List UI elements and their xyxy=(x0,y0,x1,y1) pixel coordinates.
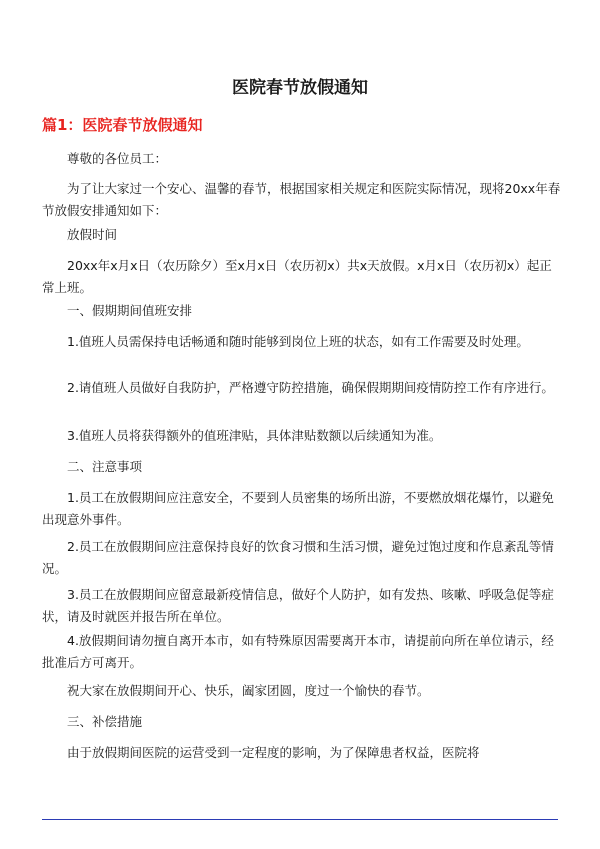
paragraph-section-two-heading: 二、注意事项 xyxy=(67,459,143,474)
paragraph-duty-1: 1.值班人员需保持电话畅通和随时能够到岗位上班的状态，如有工作需要及时处理。 xyxy=(67,334,529,349)
paragraph-duty-3: 3.值班人员将获得额外的值班津贴，具体津贴数额以后续通知为准。 xyxy=(67,428,442,443)
paragraph-holiday-time-label: 放假时间 xyxy=(67,227,118,242)
paragraph-section-one-heading: 一、假期期间值班安排 xyxy=(67,303,193,318)
paragraph-notice-4: 4.放假期间请勿擅自离开本市，如有特殊原因需要离开本市，请提前向所在单位请示，经批准后方可离开。 xyxy=(42,633,554,670)
paragraph-holiday-time: 20xx年x月x日（农历除夕）至x月x日（农历初x）共x天放假。x月x日（农历初x）起正常上班。 xyxy=(42,258,552,295)
paragraph-notice-3: 3.员工在放假期间应留意最新疫情信息，做好个人防护，如有发热、咳嗽、呼吸急促等症状，请及时就医并报告所在单位。 xyxy=(42,587,554,624)
paragraph-notice-1: 1.员工在放假期间应注意安全，不要到人员密集的场所出游，不要燃放烟花爆竹，以避免出现意外事件。 xyxy=(42,490,554,527)
paragraph-section-three-heading: 三、补偿措施 xyxy=(67,714,143,729)
paragraph-duty-2: 2.请值班人员做好自我防护，严格遵守防控措施，确保假期期间疫情防控工作有序进行。 xyxy=(67,380,554,395)
paragraph-wishes: 祝大家在放假期间开心、快乐，阖家团圆，度过一个愉快的春节。 xyxy=(67,683,430,698)
paragraph-notice-2: 2.员工在放假期间应注意保持良好的饮食习惯和生活习惯，避免过饱过度和作息紊乱等情况。 xyxy=(42,539,554,576)
document-title: 医院春节放假通知 xyxy=(232,78,368,98)
paragraph-compensation: 由于放假期间医院的运营受到一定程度的影响，为了保障患者权益，医院将 xyxy=(67,745,480,760)
section-heading: 篇1：医院春节放假通知 xyxy=(42,116,203,134)
paragraph-greeting: 尊敬的各位员工： xyxy=(67,151,168,166)
paragraph-intro: 为了让大家过一个安心、温馨的春节，根据国家相关规定和医院实际情况，现将20xx年春节放假安排通知如下： xyxy=(42,181,561,218)
footer-divider xyxy=(42,819,558,820)
